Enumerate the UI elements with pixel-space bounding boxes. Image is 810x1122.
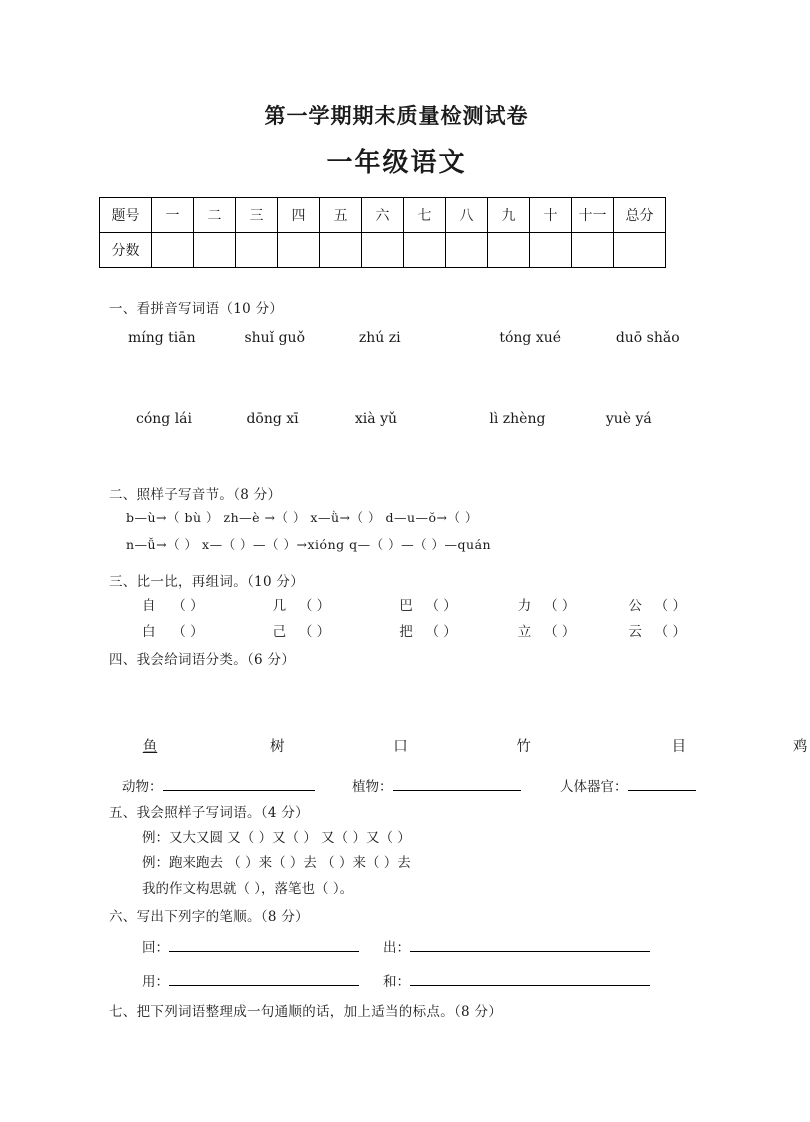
stroke-order-label-1: 回： bbox=[142, 940, 169, 956]
compare-blank-10[interactable]: （ ） bbox=[654, 624, 686, 640]
compare-char-1: 自 bbox=[142, 598, 156, 614]
section-6-item-chu bbox=[383, 936, 650, 956]
pinyin-item-6: cóng lái bbox=[136, 411, 192, 427]
section-1-pinyin-row-1 bbox=[128, 330, 680, 346]
score-cell-10[interactable] bbox=[530, 233, 572, 268]
compare-char-8: 把 bbox=[399, 624, 413, 640]
compare-blank-7[interactable]: （ ） bbox=[298, 624, 331, 640]
section-2-row-2: n—ǚ→（ ） x—（ ）—（ ）→xióng q—（ ）—（ ）—quán bbox=[126, 537, 492, 552]
score-cell-6[interactable] bbox=[362, 233, 404, 268]
score-cell-7[interactable] bbox=[404, 233, 446, 268]
section-2-row-1: b—ù→（ bù ） zh—è →（ ） x—ǜ→（ ） d—u—ŏ→（ ） bbox=[126, 510, 478, 525]
pinyin-item-4: tóng xué bbox=[499, 330, 562, 346]
score-table-col-8: 八 bbox=[446, 198, 488, 233]
word-bank-item-2: 树 bbox=[269, 739, 285, 755]
category-label-plants: 植物： bbox=[352, 779, 393, 795]
pinyin-item-1: míng tiān bbox=[128, 330, 196, 346]
section-1-heading: 一、看拼音写词语（10 分） bbox=[109, 301, 284, 317]
section-4-heading: 四、我会给词语分类。（6 分） bbox=[109, 652, 296, 668]
compare-blank-5[interactable]: （ ） bbox=[654, 598, 686, 614]
score-cell-3[interactable] bbox=[236, 233, 278, 268]
compare-char-7: 己 bbox=[272, 624, 287, 640]
section-6-item-yong bbox=[142, 970, 359, 990]
compare-blank-4[interactable]: （ ） bbox=[544, 598, 576, 614]
pinyin-item-3: zhú zi bbox=[358, 330, 401, 346]
score-cell-2[interactable] bbox=[194, 233, 236, 268]
compare-char-10: 云 bbox=[628, 624, 642, 640]
stroke-order-label-2: 出： bbox=[383, 940, 410, 956]
stroke-order-blank-1[interactable] bbox=[169, 939, 359, 952]
score-table-col-1: 一 bbox=[152, 198, 194, 233]
pinyin-item-8: xià yǔ bbox=[354, 411, 398, 427]
score-table-col-5: 五 bbox=[320, 198, 362, 233]
stroke-order-blank-3[interactable] bbox=[169, 973, 359, 986]
compare-blank-9[interactable]: （ ） bbox=[544, 624, 576, 640]
word-bank-item-3: 口 bbox=[393, 739, 408, 755]
pinyin-item-10: yuè yá bbox=[605, 411, 652, 427]
compare-char-5: 公 bbox=[628, 598, 642, 614]
compare-blank-1[interactable]: （ ） bbox=[172, 598, 204, 614]
word-bank-item-5: 目 bbox=[671, 739, 687, 755]
section-6-item-hui bbox=[142, 936, 359, 956]
score-cell-11[interactable] bbox=[572, 233, 614, 268]
word-bank-item-1: 鱼 bbox=[142, 739, 158, 755]
pinyin-item-7: dōng xī bbox=[246, 411, 299, 427]
score-cell-1[interactable] bbox=[152, 233, 194, 268]
section-7-heading: 七、把下列词语整理成一句通顺的话，加上适当的标点。（8 分） bbox=[109, 1004, 503, 1020]
category-label-animals: 动物： bbox=[122, 779, 163, 795]
compare-blank-2[interactable]: （ ） bbox=[298, 598, 331, 614]
section-5-line-1[interactable]: 例：又大又圆 又（ ）又（ ） 又（ ）又（ ） bbox=[142, 830, 411, 846]
score-table-label-number: 题号 bbox=[100, 198, 152, 233]
word-bank-item-4: 竹 bbox=[516, 739, 531, 755]
stroke-order-label-4: 和： bbox=[383, 974, 410, 990]
section-5-line-3[interactable]: 我的作文构思就（ ），落笔也（ ）。 bbox=[142, 881, 354, 897]
pinyin-item-5: duō shǎo bbox=[615, 330, 680, 346]
score-table-col-2: 二 bbox=[194, 198, 236, 233]
section-4-word-bank bbox=[140, 735, 810, 756]
compare-char-6: 白 bbox=[142, 624, 156, 640]
section-3-row-1 bbox=[142, 594, 686, 614]
score-cell-8[interactable] bbox=[446, 233, 488, 268]
category-blank-animals[interactable] bbox=[163, 778, 315, 791]
compare-blank-6[interactable]: （ ） bbox=[172, 624, 204, 640]
section-4-category-animals bbox=[122, 775, 315, 795]
table-row-question-numbers bbox=[100, 198, 666, 233]
section-6-heading: 六、写出下列字的笔顺。（8 分） bbox=[109, 909, 309, 925]
compare-char-4: 力 bbox=[517, 598, 532, 614]
stroke-order-blank-2[interactable] bbox=[410, 939, 650, 952]
stroke-order-blank-4[interactable] bbox=[410, 973, 650, 986]
score-table-col-11: 十一 bbox=[572, 198, 614, 233]
section-6-item-he bbox=[383, 970, 650, 990]
category-label-organs: 人体器官： bbox=[560, 779, 628, 795]
category-blank-organs[interactable] bbox=[628, 778, 696, 791]
pinyin-item-2: shuǐ guǒ bbox=[244, 330, 306, 346]
score-table-col-9: 九 bbox=[488, 198, 530, 233]
score-table-col-10: 十 bbox=[530, 198, 572, 233]
compare-char-2: 几 bbox=[272, 598, 287, 614]
page-title: 第一学期期末质量检测试卷 bbox=[264, 103, 529, 128]
score-table-col-7: 七 bbox=[404, 198, 446, 233]
score-table-col-3: 三 bbox=[236, 198, 278, 233]
section-4-category-organs bbox=[560, 775, 696, 795]
score-cell-total[interactable] bbox=[614, 233, 666, 268]
section-3-heading: 三、比一比，再组词。（10 分） bbox=[109, 574, 305, 590]
section-3-row-2 bbox=[142, 620, 686, 640]
category-blank-plants[interactable] bbox=[393, 778, 521, 791]
compare-blank-8[interactable]: （ ） bbox=[425, 624, 457, 640]
section-1-pinyin-row-2 bbox=[136, 411, 652, 427]
pinyin-item-9: lì zhèng bbox=[489, 411, 546, 427]
score-table-label-score: 分数 bbox=[100, 233, 152, 268]
compare-char-3: 巴 bbox=[399, 598, 413, 614]
section-5-heading: 五、我会照样子写词语。（4 分） bbox=[109, 805, 309, 821]
section-2-heading: 二、照样子写音节。（8 分） bbox=[109, 487, 282, 503]
score-table-col-total: 总分 bbox=[614, 198, 666, 233]
section-5-line-2[interactable]: 例：跑来跑去 （ ）来（ ）去 （ ）来（ ）去 bbox=[142, 855, 411, 871]
score-table-col-6: 六 bbox=[362, 198, 404, 233]
score-table bbox=[99, 197, 666, 268]
score-cell-5[interactable] bbox=[320, 233, 362, 268]
compare-blank-3[interactable]: （ ） bbox=[425, 598, 457, 614]
score-cell-9[interactable] bbox=[488, 233, 530, 268]
compare-char-9: 立 bbox=[517, 624, 532, 640]
word-bank-item-6: 鸡 bbox=[792, 739, 808, 755]
score-table-col-4: 四 bbox=[278, 198, 320, 233]
page-subtitle: 一年级语文 bbox=[326, 148, 467, 178]
table-row-scores bbox=[100, 233, 666, 268]
score-cell-4[interactable] bbox=[278, 233, 320, 268]
stroke-order-label-3: 用： bbox=[142, 974, 169, 990]
section-4-category-plants bbox=[352, 775, 521, 795]
